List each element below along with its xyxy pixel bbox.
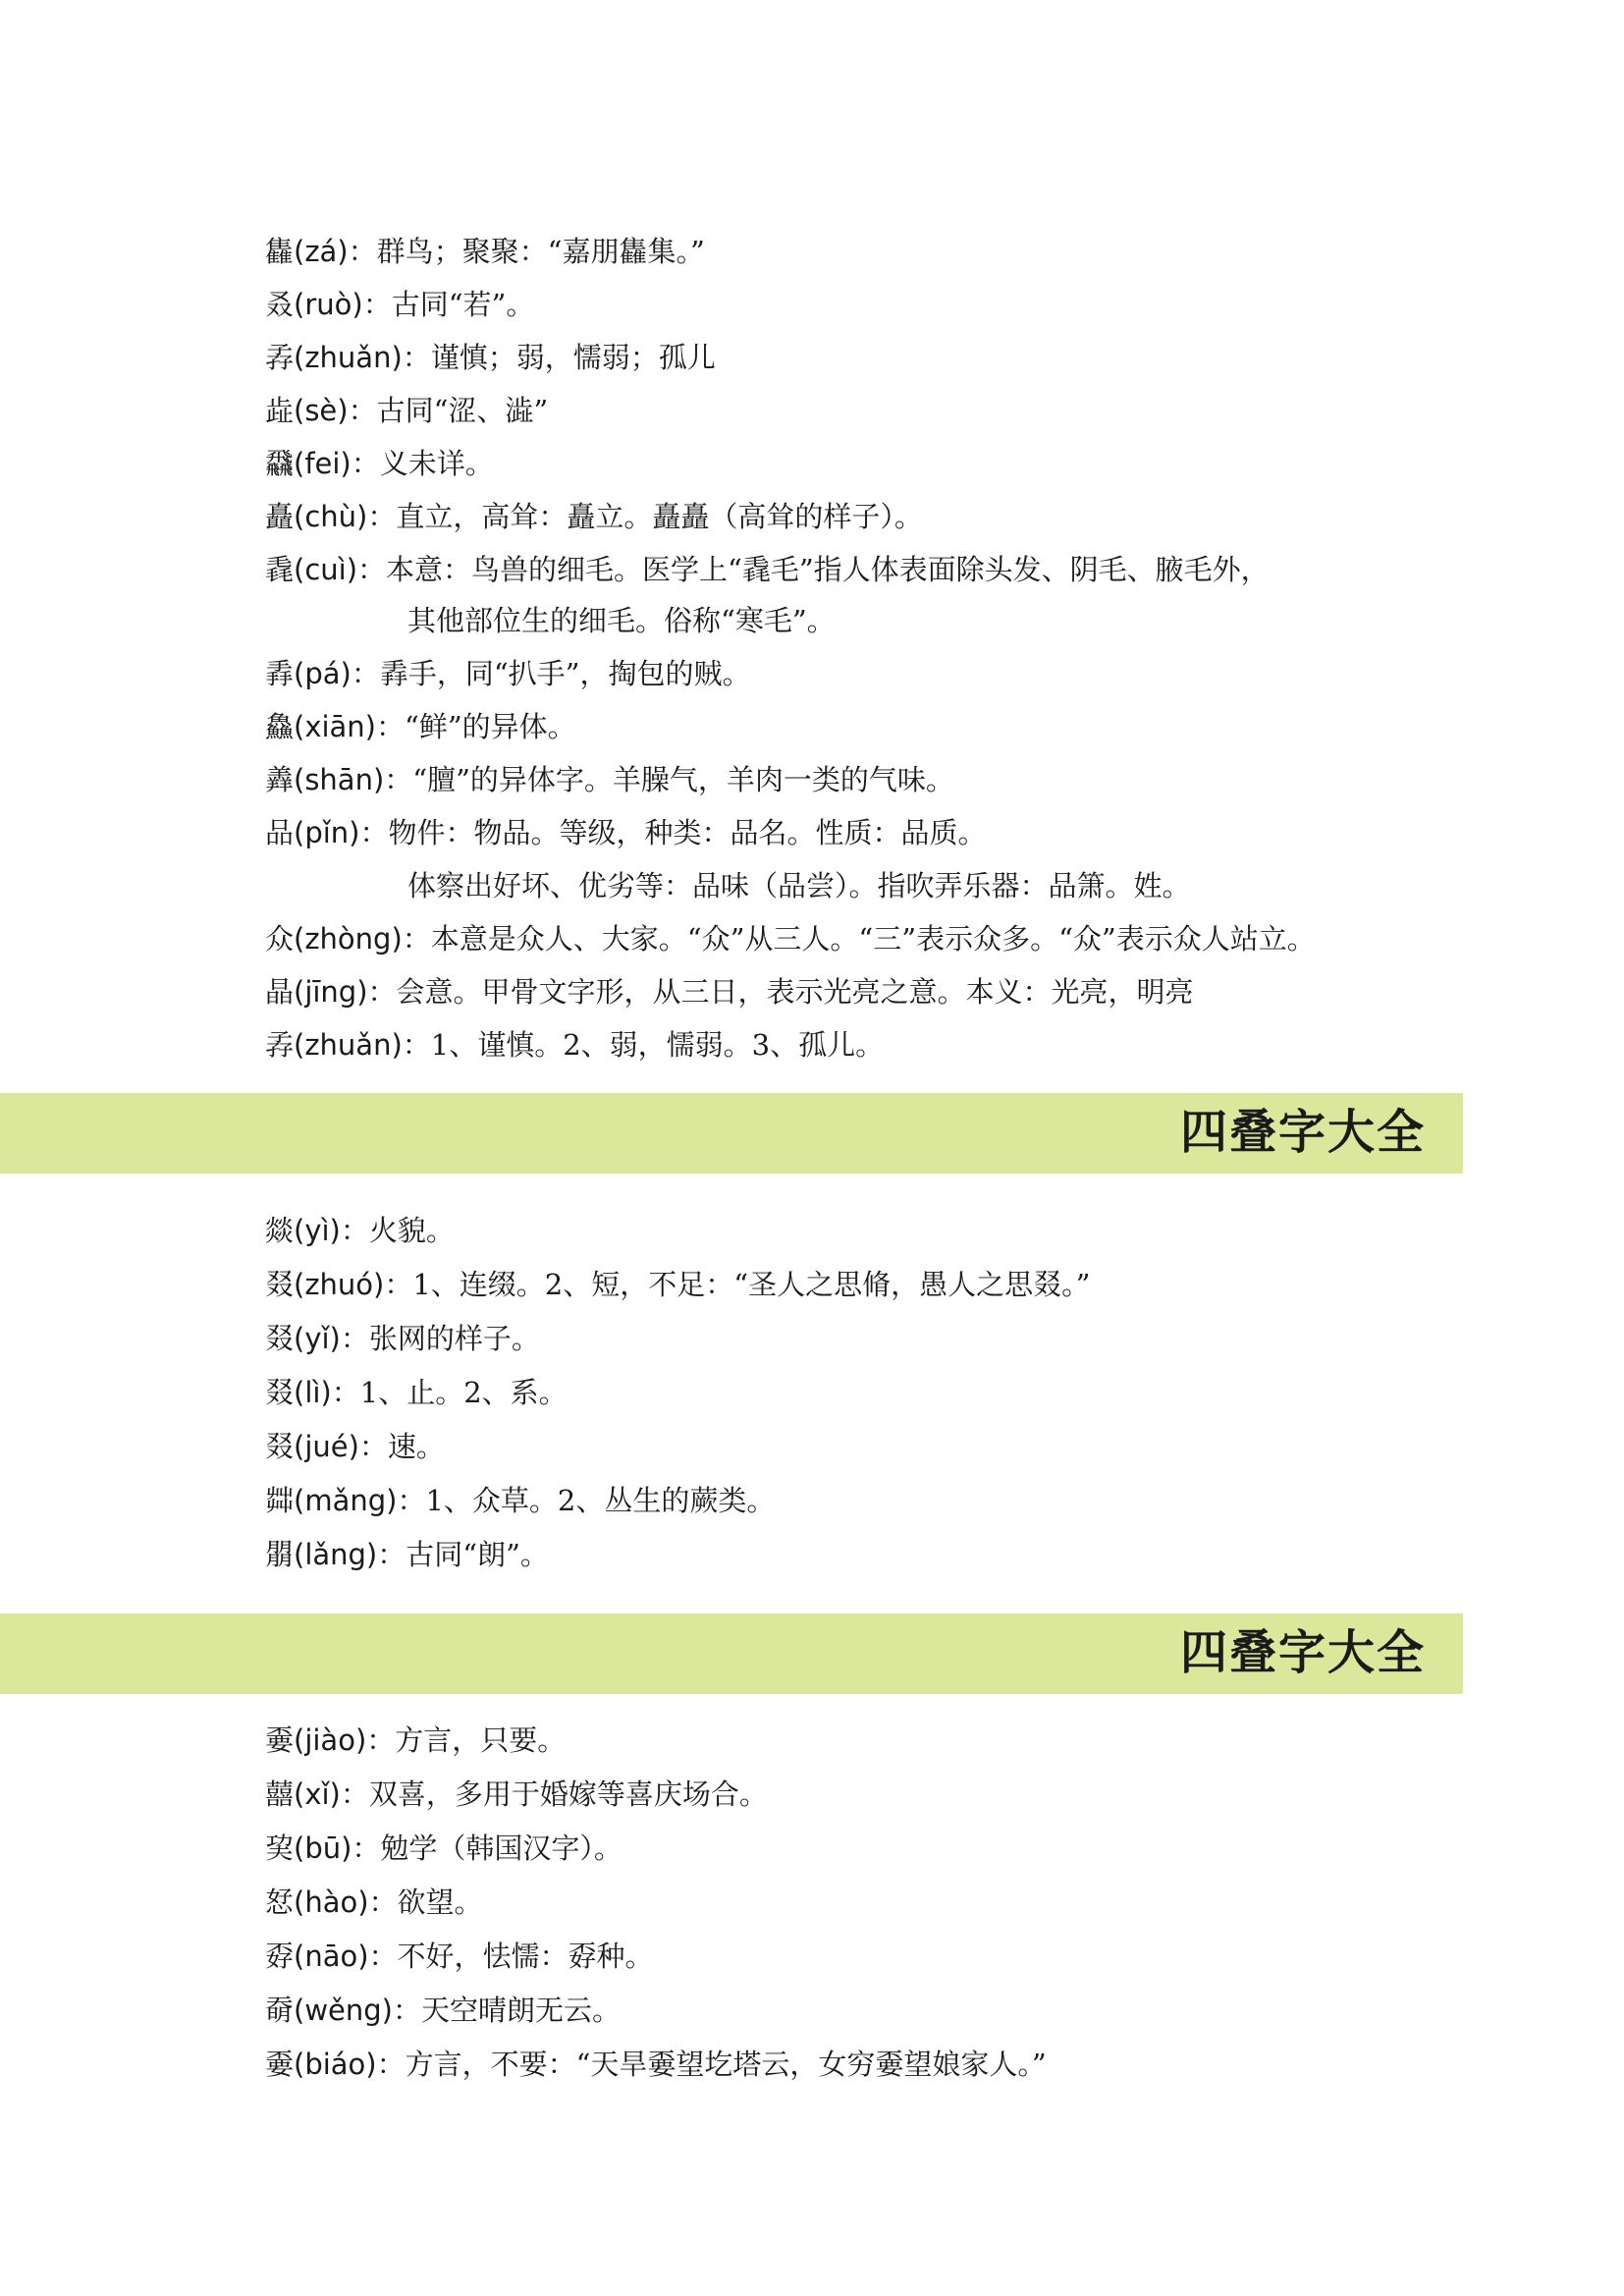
entry [265, 444, 494, 483]
entry [265, 338, 716, 377]
entry [265, 972, 1194, 1011]
section-banner [0, 1613, 1463, 1694]
entry-head: 恏(hào) [265, 1886, 369, 1919]
entry-text: ：古同“涩、澁” [348, 394, 549, 427]
entry-head: 众(zhòng) [265, 922, 403, 956]
entry [265, 391, 548, 430]
entry-text: ：1、止。2、系。 [331, 1376, 568, 1409]
entry-head: 毳(cuì) [265, 553, 358, 586]
entry [265, 1319, 540, 1358]
entry-text: ：谨慎；弱，懦弱；孤儿 [402, 341, 716, 374]
entry [265, 550, 1270, 589]
entry-continuation: 体察出好坏、优劣等：品味（品尝）。指吹弄乐器：品箫。姓。 [407, 869, 1191, 902]
entry-text: ：直立，高耸：矗立。矗矗（高耸的样子）。 [367, 500, 923, 533]
entry-text: ：“鲜”的异体。 [376, 710, 576, 743]
entry-head: 囍(xǐ) [265, 1777, 341, 1811]
entry-head: 茻(mǎng) [265, 1484, 398, 1517]
entry-text: ：1、连缀。2、短，不足：“圣人之思脩，愚人之思叕。” [384, 1268, 1091, 1301]
entry-head: 嫑(jiào) [265, 1723, 367, 1757]
entry [265, 497, 923, 536]
entry-head: 晶(jīng) [265, 975, 368, 1009]
entry [265, 1373, 568, 1412]
section-banner [0, 1093, 1463, 1174]
entry [265, 1265, 1090, 1304]
entry-head: 叕(zhuó) [265, 1268, 385, 1301]
entry-head: 孨(zhuǎn) [265, 1028, 403, 1062]
entry [265, 1883, 483, 1922]
entry [265, 654, 750, 693]
entry [265, 285, 534, 324]
entry-text: ：掱手，同“扒手”，掏包的贼。 [351, 657, 751, 690]
entry-text: ：速。 [358, 1430, 445, 1463]
entry-text: ：勉学（韩国汉字）。 [352, 1831, 623, 1865]
entry-text: ：火貌。 [340, 1214, 455, 1247]
entry [265, 1211, 455, 1250]
entry-text: ：本意：鸟兽的细毛。医学上“毳毛”指人体表面除头发、阴毛、腋毛外， [357, 553, 1270, 586]
entry [265, 1721, 566, 1760]
entry-head: 朤(lǎng) [265, 1538, 378, 1571]
entry-head: 叕(jué) [265, 1430, 359, 1463]
entry-text: ：物件：物品。等级，种类：品名。性质：品质。 [359, 816, 987, 849]
entry [265, 919, 1316, 958]
entry [265, 1829, 623, 1868]
entry-head: 巭(bū) [265, 1831, 352, 1865]
entry [265, 1775, 768, 1814]
entry [265, 1991, 621, 2030]
entry-text: ：天空晴朗无云。 [392, 1994, 621, 2027]
entry-text: ：1、谨慎。2、弱，懦弱。3、孤儿。 [402, 1028, 885, 1062]
entry-text: ：双喜，多用于婚嫁等喜庆场合。 [340, 1777, 768, 1811]
entry [265, 1025, 884, 1065]
entry-head: 飝(fei) [265, 447, 352, 480]
entry-text: ：欲望。 [368, 1886, 483, 1919]
entry-text: ：古同“若”。 [362, 288, 535, 321]
entry-head: 孬(nāo) [265, 1940, 369, 1973]
entry [265, 1481, 775, 1520]
entry-text: ：张网的样子。 [340, 1322, 540, 1355]
entry-head: 奣(wěng) [265, 1994, 393, 2027]
entry [265, 232, 705, 271]
entry-text: ：不好，怯懦：孬种。 [368, 1940, 654, 1973]
entry-text: ：1、众草。2、丛生的蕨类。 [397, 1484, 776, 1517]
entry-text: ：“膻”的异体字。羊臊气，羊肉一类的气味。 [384, 763, 954, 796]
entry-continuation: 其他部位生的细毛。俗称“寒毛”。 [407, 604, 836, 637]
entry [265, 760, 954, 799]
entry-text: ：方言，不要：“天旱嫑望圪塔云，女穷嫑望娘家人。” [376, 2048, 1047, 2081]
entry-head: 鱻(xiān) [265, 710, 376, 743]
entry-text: ：方言，只要。 [366, 1723, 567, 1757]
entry-head: 羴(shān) [265, 763, 385, 796]
entry-head: 矗(chù) [265, 500, 368, 533]
entry-text: ：会意。甲骨文字形，从三日，表示光亮之意。本义：光亮，明亮 [367, 975, 1194, 1009]
entry-head: 雥(zá) [265, 235, 349, 268]
entry-text: ：本意是众人、大家。“众”从三人。“三”表示众多。“众”表示众人站立。 [402, 922, 1316, 956]
entry [265, 1535, 549, 1574]
entry-head: 叕(lì) [265, 1376, 332, 1409]
entry [265, 2045, 1047, 2084]
entry-head: 品(pǐn) [265, 816, 360, 849]
entry [265, 1937, 654, 1976]
entry-head: 掱(pá) [265, 657, 352, 690]
entry-head: 嫑(biáo) [265, 2048, 377, 2081]
entry [265, 1427, 445, 1466]
entry [265, 813, 987, 852]
entry-text: ：群鸟；聚聚：“嘉朋雥集。” [348, 235, 705, 268]
entry-head: 燚(yì) [265, 1214, 341, 1247]
entry-head: 叒(ruò) [265, 288, 363, 321]
entry-head: 孨(zhuǎn) [265, 341, 403, 374]
entry [265, 707, 576, 746]
banner-title: 四叠字大全 [1179, 1105, 1426, 1160]
entry-head: 歮(sè) [265, 394, 349, 427]
entry-text: ：义未详。 [351, 447, 494, 480]
entry-head: 叕(yǐ) [265, 1322, 341, 1355]
banner-title: 四叠字大全 [1179, 1625, 1426, 1680]
entry-text: ：古同“朗”。 [377, 1538, 549, 1571]
